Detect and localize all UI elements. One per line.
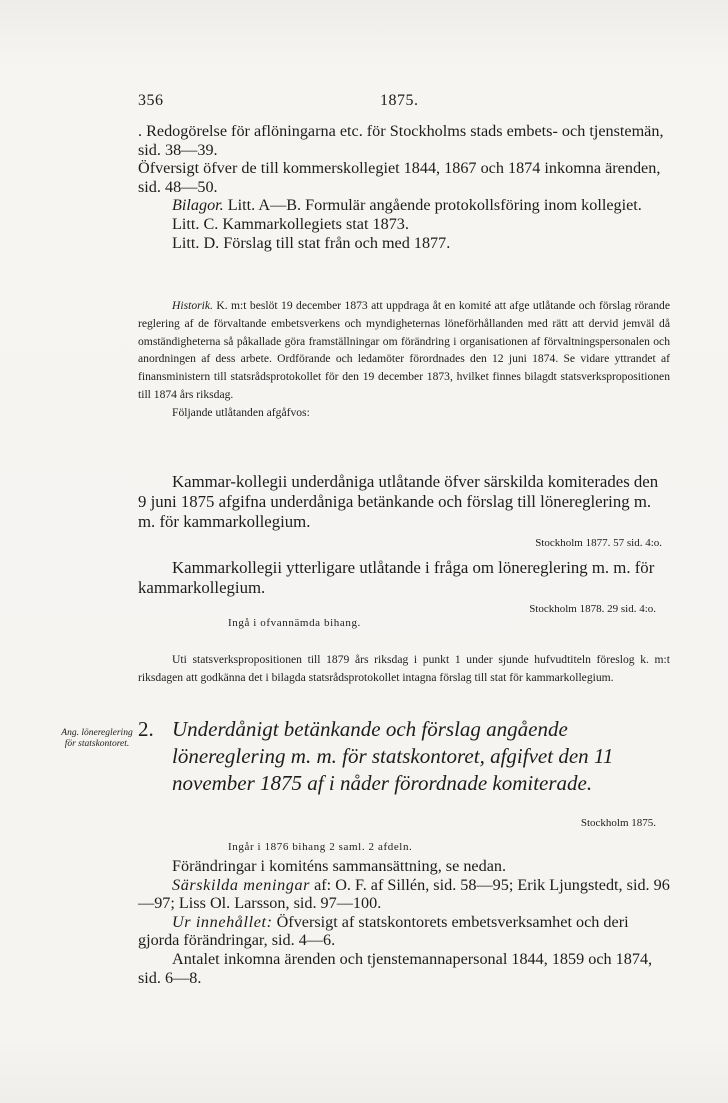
utlatande-1-imprint: Stockholm 1877. 57 sid. 4:o.: [535, 537, 662, 549]
margin-note: Ang. lönereglering för statskontoret.: [61, 728, 133, 749]
section-2: [138, 716, 670, 987]
bilagor-label: Bilagor.: [172, 196, 224, 215]
proposition-paragraph: Uti statsverkspropositionen till 1879 års riksdag i punkt 1 under sjunde hufvudtiteln föreslog k. m:t riksdagen att godkänna det i bilagda statsrådsprotokollet intagna förslag till stat för kammarkollegium.: [138, 653, 670, 684]
utlatande-1: [138, 472, 670, 549]
bilagor-paragraph: [138, 196, 670, 215]
section-2-title: Underdånigt betänkande och förslag angående lönereglering m. m. för statskontoret, afgifvet den 11 november 1875 af i nåder förordnade komiterade.: [172, 717, 614, 795]
redogorelse-paragraph: . Redogörelse för aflöningarna etc. för Stockholms stads embets- och tjenstemän, sid. 38—39.: [138, 122, 664, 159]
running-year: 1875.: [380, 92, 419, 109]
utlatande-2: [138, 558, 670, 629]
bilagor-text: Litt. A—B. Formulär angående protokollsföring inom kollegiet.: [223, 196, 642, 215]
section-2-heading: [138, 716, 670, 797]
ur-paragraph: [138, 913, 670, 950]
ur-label: Ur innehållet:: [172, 912, 273, 931]
historik-paragraph: [138, 297, 670, 404]
sarskilda-label: Särskilda meningar: [172, 875, 311, 894]
ofversigt-paragraph: Öfversigt öfver de till kommerskollegiet 1844, 1867 och 1874 inkomna ärenden, sid. 48—50.: [138, 159, 661, 196]
historik-label: Historik.: [172, 299, 213, 312]
section-2-ingar: Ingår i 1876 bihang 2 saml. 2 afdeln.: [228, 841, 413, 853]
page-number: 356: [138, 92, 164, 109]
historik-block: [138, 297, 670, 422]
utlatande-2-text: Kammarkollegii ytterligare utlåtande i fråga om lönereglering m. m. för kammarkollegium.: [138, 558, 655, 597]
section-2-imprint: Stockholm 1875.: [580, 817, 656, 829]
utlatande-1-text: Kammar-kollegii underdåniga utlåtande öfver särskilda komiterades den 9 juni 1875 afgifna underdåniga betänkande och förslag till lönereglering m. m. för kammarkollegium.: [138, 472, 659, 531]
section-2-number: 2.: [138, 717, 154, 741]
historik-text: K. m:t beslöt 19 december 1873 att uppdraga åt en komité att afge utlåtande och förslag rörande reglering af de förvaltande embetsverkens och myndigheternas löneförhållanden med rätt att dervid jemväl då omständigheterna så påkallade göra framställningar om förändring i organisationen af förvaltningspersonalen och anordningen af dess arbete. Ordförande och ledamöter förordnades den 12 juni 1874. Se vidare yttrandet af finansministern till statsrådsprotokollet för den 19 december 1873, hvilket finnes bilagdt statsverkspropositionen till 1874 års riksdag.: [138, 299, 670, 401]
utlatande-2-note: Ingå i ofvannämda bihang.: [228, 617, 361, 629]
proposition-note: [138, 651, 670, 687]
litt-c-line: Litt. C. Kammarkollegiets stat 1873.: [172, 214, 409, 233]
forandringar-line: Förändringar i komiténs sammansättning, se nedan.: [172, 857, 507, 875]
litt-d-line: Litt. D. Förslag till stat från och med 1877.: [172, 233, 451, 252]
ur-text: Öfversigt af statskontorets embetsverksamhet och deri gjorda förändringar, sid. 4—6.: [138, 912, 629, 950]
utlatande-2-imprint: Stockholm 1878. 29 sid. 4:o.: [529, 603, 656, 615]
antalet-paragraph: Antalet inkomna ärenden och tjenstemannapersonal 1844, 1859 och 1874, sid. 6—8.: [138, 949, 653, 987]
sarskilda-text: af: O. F. af Sillén, sid. 58—95; Erik Ljungstedt, sid. 96—97; Liss Ol. Larsson, sid. 97—100.: [138, 875, 670, 913]
section-1: [138, 122, 670, 252]
sarskilda-paragraph: [138, 876, 670, 913]
following-line: Följande utlåtanden afgåfvos:: [172, 405, 310, 419]
